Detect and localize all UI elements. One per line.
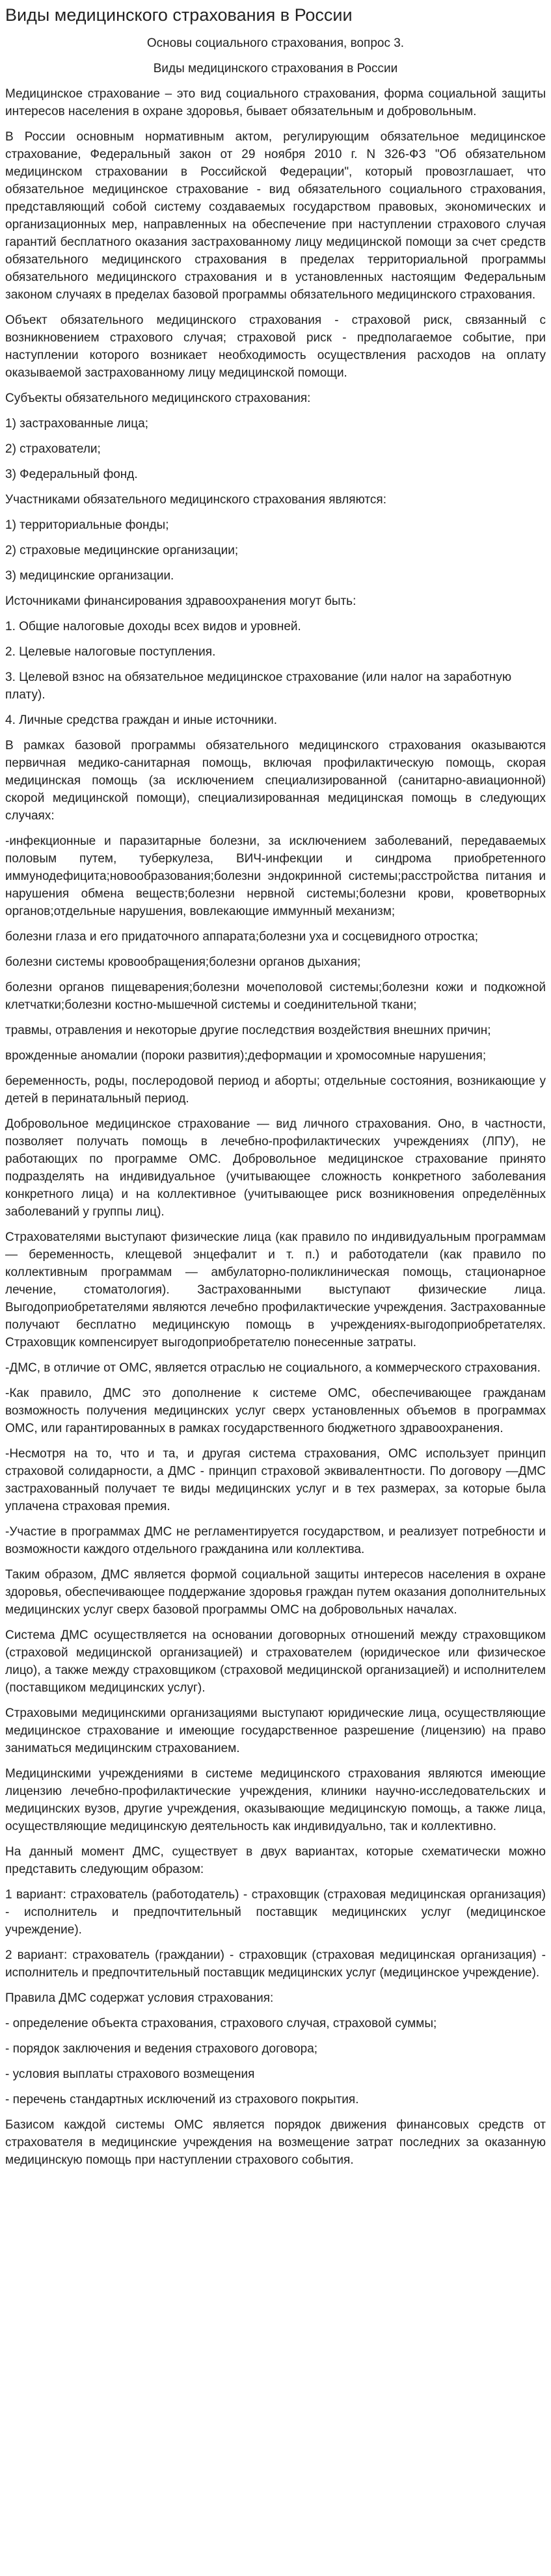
paragraph: Медицинскими учреждениями в системе медицинского страхования являются имеющие лицензию лечебно-профилактические учреждения, клиники научно-исследовательских и медицинских вузов, другие учреждения, оказывающие медицинскую помощь, а также лица, осуществляющие медицинскую деятельность как индивидуально, так и коллективно. xyxy=(5,1767,546,1833)
paragraph: Правила ДМС содержат условия страхования: xyxy=(5,1991,274,2005)
subtitle-topic: Виды медицинского страхования в России xyxy=(153,62,398,75)
paragraph: -инфекционные и паразитарные болезни, за исключением заболеваний, передаваемых половым путем, туберкулеза, ВИЧ-инфекции и синдрома приобретенного иммунодефицита;новообразования;болезни эндокринной системы;расстройства питания и нарушения обмена веществ;болезни нервной системы;болезни крови, кроветворных органов;отдельные нарушения, вовлекающие иммунный механизм; xyxy=(5,834,546,918)
paragraph: 3) медицинские организации. xyxy=(5,569,174,583)
paragraph: - условия выплаты страхового возмещения xyxy=(5,2067,255,2081)
paragraph: -Участие в программах ДМС не регламентируется государством, и реализует потребности и возможности каждого отдельного гражданина или коллектива. xyxy=(5,1525,546,1556)
paragraph: Источниками финансирования здравоохранения могут быть: xyxy=(5,594,356,608)
paragraph: Субъекты обязательного медицинского страхования: xyxy=(5,392,311,405)
paragraph: 2. Целевые налоговые поступления. xyxy=(5,645,216,659)
article-body xyxy=(5,85,546,2169)
paragraph: беременность, роды, послеродовой период и аборты; отдельные состояния, возникающие у детей в перинатальный период. xyxy=(5,1074,546,1106)
paragraph: - перечень стандартных исключений из страхового покрытия. xyxy=(5,2093,359,2106)
paragraph: 1) застрахованные лица; xyxy=(5,417,149,431)
paragraph: Базисом каждой системы ОМС является порядок движения финансовых средств от страхователя в медицинские учреждения на возмещение затрат последних за оказанную медицинскую помощь при наступлении страхового события. xyxy=(5,2118,546,2167)
paragraph: -Несмотря на то, что и та, и другая система страхования, ОМС использует принцип страховой солидарности, а ДМС - принцип страховой эквивалентности. По договору —ДМС застрахованный получает те виды медицинских услуг и в тех размерах, за которые была уплачена страховая премия. xyxy=(5,1447,546,1513)
paragraph: -Как правило, ДМС это дополнение к системе ОМС, обеспечивающее гражданам возможность получения медицинских услуг сверх установленных объемов в программах ОМС, или гарантированных в рамках государственного бюджетного здравоохранения. xyxy=(5,1387,546,1435)
paragraph: 1. Общие налоговые доходы всех видов и уровней. xyxy=(5,620,301,633)
paragraph: В России основным нормативным актом, регулирующим обязательное медицинское страхование, Федеральный закон от 29 ноября 2010 г. N 326-ФЗ "Об обязательном медицинском страховании в Российской Федерации", который провозглашает, что обязательное медицинское страхование - вид обязательного социального страхования, представляющий собой систему создаваемых государством правовых, экономических и организационных мер, направленных на обеспечение при наступлении страхового случая гарантий бесплатного оказания застрахованному лицу медицинской помощи за счет средств обязательного медицинского страхования в пределах территориальной программы обязательного медицинского страхования и в установленных настоящим Федеральным законом случаях в пределах базовой программы обязательного медицинского страхования. xyxy=(5,130,546,302)
paragraph: врожденные аномалии (пороки развития);деформации и хромосомные нарушения; xyxy=(5,1049,487,1063)
paragraph: 4. Личные средства граждан и иные источники. xyxy=(5,713,277,727)
paragraph: Участниками обязательного медицинского страхования являются: xyxy=(5,493,386,507)
paragraph: Страховыми медицинскими организациями выступают юридические лица, осуществляющие медицинское страхование и имеющие государственное разрешение (лицензию) на право заниматься медицинским страхованием. xyxy=(5,1706,546,1755)
paragraph: Таким образом, ДМС является формой социальной защиты интересов населения в охране здоровья, обеспечивающее поддержание здоровья граждан путем оказания дополнительных медицинских услуг сверх базовой программы ОМС на добровольных началах. xyxy=(5,1568,546,1617)
paragraph: 2) страховые медицинские организации; xyxy=(5,544,239,557)
paragraph: 2) страхователи; xyxy=(5,442,101,456)
paragraph: - порядок заключения и ведения страхового договора; xyxy=(5,2042,318,2056)
paragraph: Объект обязательного медицинского страхования - страховой риск, связанный с возникновением страхового случая; страховой риск - предполагаемое событие, при наступлении которого возникает необходимость осуществления расходов на оплату оказываемой застрахованному лицу медицинской помощи. xyxy=(5,313,546,380)
paragraph: Страхователями выступают физические лица (как правило по индивидуальным программам — беременность, клещевой энцефалит и т. п.) и работодатели (как правило по коллективным программам — амбулаторно-поликлиническая помощь, стационарное лечение, стоматология). Застрахованными выступают физические лица. Выгодоприобретателями являются лечебно профилактические учреждения. Застрахованные получают бесплатно медицинскую помощь в учреждениях-выгодоприобретателях. Страховщик компенсирует выгодоприобретателю понесенные затраты. xyxy=(5,1230,546,1349)
page-title: Виды медицинского страхования в России xyxy=(5,5,353,25)
paragraph: травмы, отравления и некоторые другие последствия воздействия внешних причин; xyxy=(5,1024,491,1037)
paragraph: Добровольное медицинское страхование — вид личного страхования. Оно, в частности, позволяет получать помощь в лечебно-профилактических учреждениях (ЛПУ), не работающих по программе ОМС. Добровольное медицинское страхование принято подразделять на индивидуальное (учитывающее сложность конкретного заболевания конкретного лица) и на коллективное (учитывающее риск возникновения определённых заболеваний у группы лиц). xyxy=(5,1117,546,1219)
paragraph: В рамках базовой программы обязательного медицинского страхования оказываются первичная медико-санитарная помощь, включая профилактическую помощь, скорая медицинская помощь (за исключением специализированной (санитарно-авиационной) скорой медицинской помощи), специализированная медицинская помощь в следующих случаях: xyxy=(5,739,546,823)
paragraph: На данный момент ДМС, существует в двух вариантах, которые схематически можно представить следующим образом: xyxy=(5,1845,546,1876)
paragraph: 1) территориальные фонды; xyxy=(5,518,169,532)
paragraph: Медицинское страхование – это вид социального страхования, форма социальной защиты интересов населения в охране здоровья, бывает обязательным и добровольным. xyxy=(5,87,546,118)
paragraph: 3) Федеральный фонд. xyxy=(5,468,138,481)
paragraph: -ДМС, в отличие от ОМС, является отраслью не социального, а коммерческого страхования. xyxy=(5,1361,541,1375)
paragraph: болезни органов пищеварения;болезни мочеполовой системы;болезни кожи и подкожной клетчатки;болезни костно-мышечной системы и соединительной ткани; xyxy=(5,981,546,1012)
paragraph: болезни системы кровообращения;болезни органов дыхания; xyxy=(5,955,361,969)
paragraph: 3. Целевой взнос на обязательное медицинское страхование (или налог на заработную плату). xyxy=(5,671,512,702)
paragraph: Система ДМС осуществляется на основании договорных отношений между страховщиком (страховой медицинской организацией) и страхователем (юридическое или физическое лицо), а также между страховщиком (страховой медицинской организацией) и исполнителем (поставщиком медицинских услуг). xyxy=(5,1628,546,1695)
paragraph: - определение объекта страхования, страхового случая, страховой суммы; xyxy=(5,2017,437,2030)
subtitle-course: Основы социального страхования, вопрос 3. xyxy=(146,36,405,50)
paragraph: 2 вариант: страхователь (граждании) - страховщик (страховая медицинская организация) - исполнитель и предпочтительный поставщик медицинских услуг (медицинское учреждение). xyxy=(5,1948,546,1980)
paragraph: 1 вариант: страхователь (работодатель) - страховщик (страховая медицинская организация) - исполнитель и предпочтительный поставщик медицинских услуг (медицинское учреждение). xyxy=(5,1888,546,1937)
paragraph: болезни глаза и его придаточного аппарата;болезни уха и сосцевидного отростка; xyxy=(5,930,478,944)
